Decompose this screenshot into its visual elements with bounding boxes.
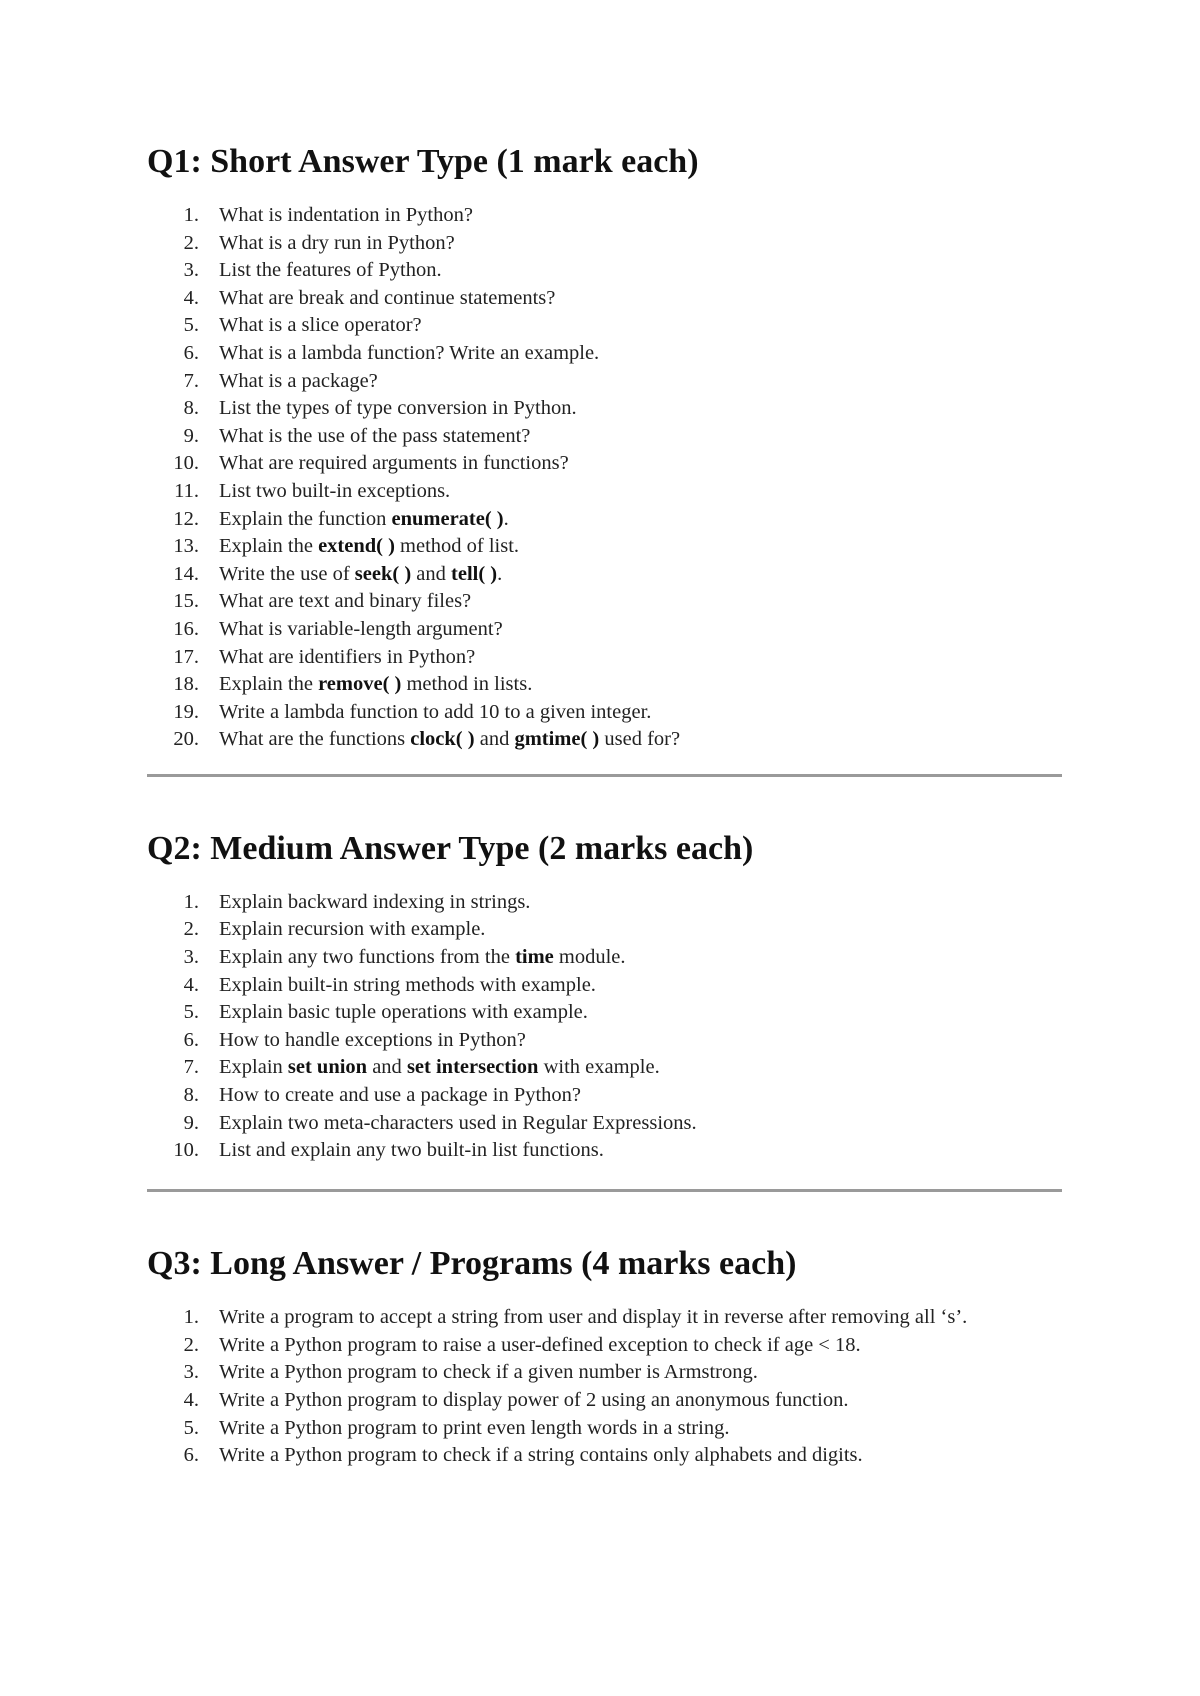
question-keyword: clock( )	[410, 728, 475, 751]
question-text: What are break and continue statements?	[219, 286, 556, 309]
question-number: 16.	[173, 617, 199, 640]
question-item	[147, 395, 1062, 423]
question-text: Explain basic tuple operations with example.	[219, 1001, 588, 1024]
question-number: 3.	[183, 259, 199, 282]
question-text: Write a Python program to check if a string contains only alphabets and digits.	[219, 1444, 863, 1467]
question-item	[147, 230, 1062, 258]
question-text: Write a Python program to check if a given number is Armstrong.	[219, 1361, 758, 1384]
question-text: What are required arguments in functions?	[219, 452, 569, 475]
section-title: Q2: Medium Answer Type (2 marks each)	[147, 829, 754, 867]
section-title: Q3: Long Answer / Programs (4 marks each)	[147, 1244, 797, 1282]
question-number: 10.	[173, 452, 199, 475]
question-item	[147, 1442, 1062, 1470]
question-number: 3.	[183, 946, 199, 969]
question-keyword: time	[515, 946, 554, 969]
question-text: Write a Python program to print even length words in a string.	[219, 1416, 730, 1439]
question-keyword: gmtime( )	[514, 728, 600, 751]
question-number: 6.	[183, 1444, 199, 1467]
question-item	[147, 202, 1062, 230]
question-text: .	[497, 562, 503, 585]
question-item	[147, 944, 1062, 972]
question-item	[147, 616, 1062, 644]
question-text: What is a package?	[219, 369, 378, 392]
question-number: 14.	[173, 562, 199, 585]
section-q2	[147, 829, 1062, 1165]
question-text: with example.	[538, 1056, 660, 1079]
question-text: .	[503, 507, 509, 530]
question-text: Write the use of	[219, 562, 355, 585]
question-item	[147, 561, 1062, 589]
question-item	[147, 588, 1062, 616]
question-item	[147, 916, 1062, 944]
question-keyword: set intersection	[406, 1056, 539, 1079]
question-number: 5.	[183, 314, 199, 337]
question-number: 2.	[183, 231, 199, 254]
question-text: used for?	[599, 728, 681, 751]
question-number: 5.	[183, 1416, 199, 1439]
question-keyword: tell( )	[451, 562, 498, 585]
question-text: Write a program to accept a string from user and display it in reverse after removing all ‘s’.	[219, 1305, 968, 1328]
question-item	[147, 699, 1062, 727]
question-list	[147, 889, 1062, 1165]
question-item	[147, 999, 1062, 1027]
question-text: List the features of Python.	[219, 259, 442, 282]
question-text: What is the use of the pass statement?	[219, 424, 531, 447]
question-text: List and explain any two built-in list functions.	[219, 1139, 604, 1162]
question-item	[147, 450, 1062, 478]
section-q1	[147, 142, 1062, 754]
question-item	[147, 368, 1062, 396]
question-number: 2.	[183, 1333, 199, 1356]
question-number: 15.	[173, 590, 199, 613]
question-text: Explain backward indexing in strings.	[219, 890, 531, 913]
question-text: How to handle exceptions in Python?	[219, 1028, 526, 1051]
question-number: 2.	[183, 918, 199, 941]
question-item	[147, 1332, 1062, 1360]
question-number: 3.	[183, 1361, 199, 1384]
question-text: and	[367, 1056, 407, 1079]
question-item	[147, 285, 1062, 313]
question-item	[147, 972, 1062, 1000]
question-item	[147, 312, 1062, 340]
question-text: What is a lambda function? Write an example.	[219, 341, 600, 364]
question-item	[147, 1054, 1062, 1082]
question-item	[147, 340, 1062, 368]
question-item	[147, 423, 1062, 451]
question-text: How to create and use a package in Python?	[219, 1084, 582, 1107]
question-text: Explain the	[219, 535, 319, 558]
question-list	[147, 1304, 1062, 1470]
question-number: 9.	[183, 1111, 199, 1134]
question-number: 4.	[183, 1388, 199, 1411]
question-number: 10.	[173, 1139, 199, 1162]
question-number: 8.	[183, 1084, 199, 1107]
question-text: What are the functions	[219, 728, 411, 751]
question-number: 6.	[183, 341, 199, 364]
question-keyword: seek( )	[354, 562, 412, 585]
question-text: and	[474, 728, 515, 751]
question-number: 1.	[183, 204, 199, 226]
document-page	[147, 142, 1062, 1470]
question-number: 4.	[183, 286, 199, 309]
section-divider	[147, 774, 1062, 777]
question-number: 7.	[183, 1056, 199, 1079]
question-number: 13.	[173, 535, 199, 558]
question-number: 6.	[183, 1028, 199, 1051]
question-item	[147, 478, 1062, 506]
question-item	[147, 533, 1062, 561]
question-item	[147, 644, 1062, 672]
question-number: 1.	[183, 1305, 199, 1328]
question-text: Explain recursion with example.	[219, 918, 486, 941]
question-text: Explain two meta-characters used in Regular Expressions.	[219, 1111, 697, 1134]
question-keyword: remove( )	[318, 673, 402, 696]
question-number: 11.	[174, 479, 199, 502]
question-text: and	[411, 562, 452, 585]
question-list	[147, 202, 1062, 754]
section-divider	[147, 1189, 1062, 1192]
question-text: What is variable-length argument?	[219, 617, 503, 640]
question-text: List the types of type conversion in Python.	[219, 397, 577, 420]
question-item	[147, 671, 1062, 699]
question-item	[147, 1387, 1062, 1415]
question-text: What are text and binary files?	[219, 590, 472, 613]
question-item	[147, 1359, 1062, 1387]
question-number: 8.	[183, 397, 199, 420]
question-number: 18.	[173, 673, 199, 696]
question-number: 7.	[183, 369, 199, 392]
question-item	[147, 257, 1062, 285]
question-text: List two built-in exceptions.	[219, 479, 451, 502]
question-text: Explain the	[219, 673, 319, 696]
question-keyword: enumerate( )	[391, 507, 504, 530]
question-item	[147, 1110, 1062, 1138]
question-item	[147, 1415, 1062, 1443]
question-text: What is a dry run in Python?	[219, 231, 455, 254]
question-item	[147, 726, 1062, 754]
question-text: What are identifiers in Python?	[219, 645, 476, 668]
question-text: Write a lambda function to add 10 to a given integer.	[219, 700, 652, 723]
question-text: method in lists.	[401, 673, 533, 696]
question-text: What is indentation in Python?	[219, 204, 473, 226]
question-text: Explain built-in string methods with example.	[219, 973, 596, 996]
question-number: 19.	[173, 700, 199, 723]
question-item	[147, 1027, 1062, 1055]
question-item	[147, 1304, 1062, 1332]
question-text: Explain	[219, 1056, 288, 1079]
question-text: Explain any two functions from the	[219, 946, 516, 969]
question-number: 9.	[183, 424, 199, 447]
question-keyword: extend( )	[318, 535, 395, 558]
question-text: What is a slice operator?	[219, 314, 422, 337]
question-text: method of list.	[394, 535, 520, 558]
question-keyword: set union	[287, 1056, 368, 1079]
question-text: module.	[553, 946, 626, 969]
question-item	[147, 506, 1062, 534]
question-item	[147, 1082, 1062, 1110]
question-number: 12.	[173, 507, 199, 530]
question-text: Write a Python program to display power of 2 using an anonymous function.	[219, 1388, 849, 1411]
question-number: 5.	[183, 1001, 199, 1024]
section-q3	[147, 1244, 1062, 1470]
question-number: 17.	[173, 645, 199, 668]
question-text: Write a Python program to raise a user-defined exception to check if age < 18.	[219, 1333, 861, 1356]
question-text: Explain the function	[219, 507, 392, 530]
section-title: Q1: Short Answer Type (1 mark each)	[147, 143, 699, 180]
question-number: 20.	[173, 728, 199, 751]
question-number: 1.	[183, 890, 199, 913]
question-item	[147, 889, 1062, 917]
question-number: 4.	[183, 973, 199, 996]
question-item	[147, 1137, 1062, 1165]
